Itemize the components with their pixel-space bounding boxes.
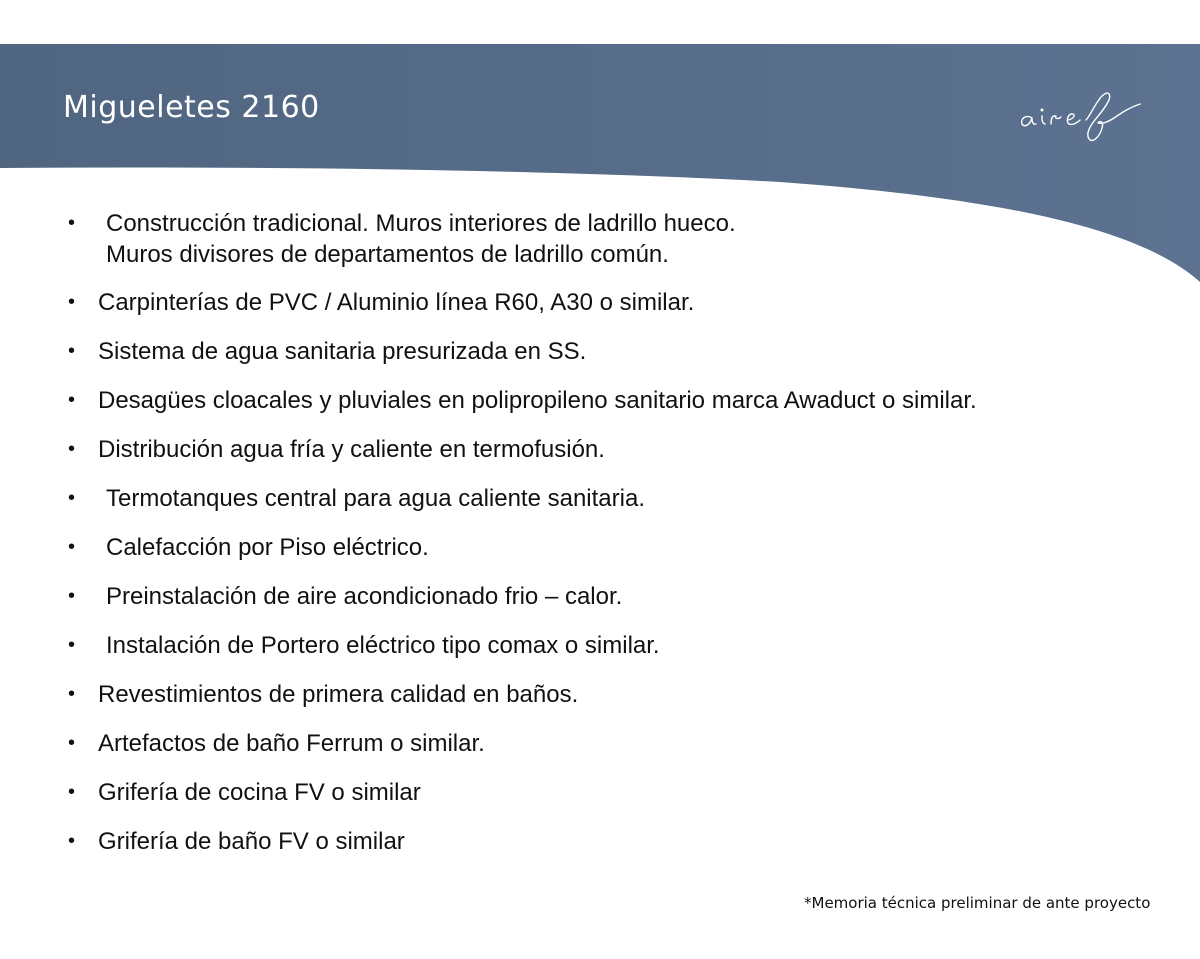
list-item	[62, 581, 1172, 612]
page-title: Migueletes 2160	[63, 90, 320, 125]
list-item-text: Calefacción por Piso eléctrico.	[106, 534, 429, 561]
list-item	[62, 532, 1172, 563]
list-item-text-continuation: Muros divisores de departamentos de ladrillo común.	[106, 241, 669, 268]
bullet-icon: •	[68, 212, 76, 234]
bullet-icon: •	[68, 585, 76, 607]
aires-logo	[1018, 88, 1150, 144]
bullet-icon: •	[68, 781, 76, 803]
list-item-text: Instalación de Portero eléctrico tipo comax o similar.	[106, 632, 660, 659]
list-item-text: Grifería de cocina FV o similar	[98, 779, 421, 806]
bullet-icon: •	[68, 291, 76, 313]
list-item-text: Termotanques central para agua caliente sanitaria.	[106, 485, 645, 512]
list-item-text: Desagües cloacales y pluviales en polipropileno sanitario marca Awaduct o similar.	[98, 387, 977, 414]
list-item-text: Distribución agua fría y caliente en termofusión.	[98, 436, 605, 463]
bullet-icon: •	[68, 389, 76, 411]
list-item-text: Grifería de baño FV o similar	[98, 828, 405, 855]
list-item-text: Preinstalación de aire acondicionado frio – calor.	[106, 583, 623, 610]
list-item	[62, 385, 1172, 416]
list-item	[62, 483, 1172, 514]
list-item	[62, 826, 1172, 857]
bullet-icon: •	[68, 438, 76, 460]
specification-list	[62, 208, 1172, 875]
list-item	[62, 336, 1172, 367]
list-item-text: Revestimientos de primera calidad en baños.	[98, 681, 579, 708]
bullet-icon: •	[68, 487, 76, 509]
list-item	[62, 287, 1172, 318]
bullet-icon: •	[68, 340, 76, 362]
list-item	[62, 434, 1172, 465]
list-item-text: Carpinterías de PVC / Aluminio línea R60, A30 o similar.	[98, 289, 695, 316]
bullet-icon: •	[68, 830, 76, 852]
list-item	[62, 679, 1172, 710]
bullet-icon: •	[68, 634, 76, 656]
bullet-icon: •	[68, 683, 76, 705]
list-item	[62, 777, 1172, 808]
list-item	[62, 630, 1172, 661]
footnote: *Memoria técnica preliminar de ante proyecto	[804, 894, 1151, 912]
list-item-text: Artefactos de baño Ferrum o similar.	[98, 730, 485, 757]
list-item	[62, 728, 1172, 759]
list-item-text: Sistema de agua sanitaria presurizada en SS.	[98, 338, 587, 365]
list-item-text: Construcción tradicional. Muros interiores de ladrillo hueco.	[106, 210, 736, 237]
list-item	[62, 208, 1172, 270]
bullet-icon: •	[68, 536, 76, 558]
bullet-icon: •	[68, 732, 76, 754]
